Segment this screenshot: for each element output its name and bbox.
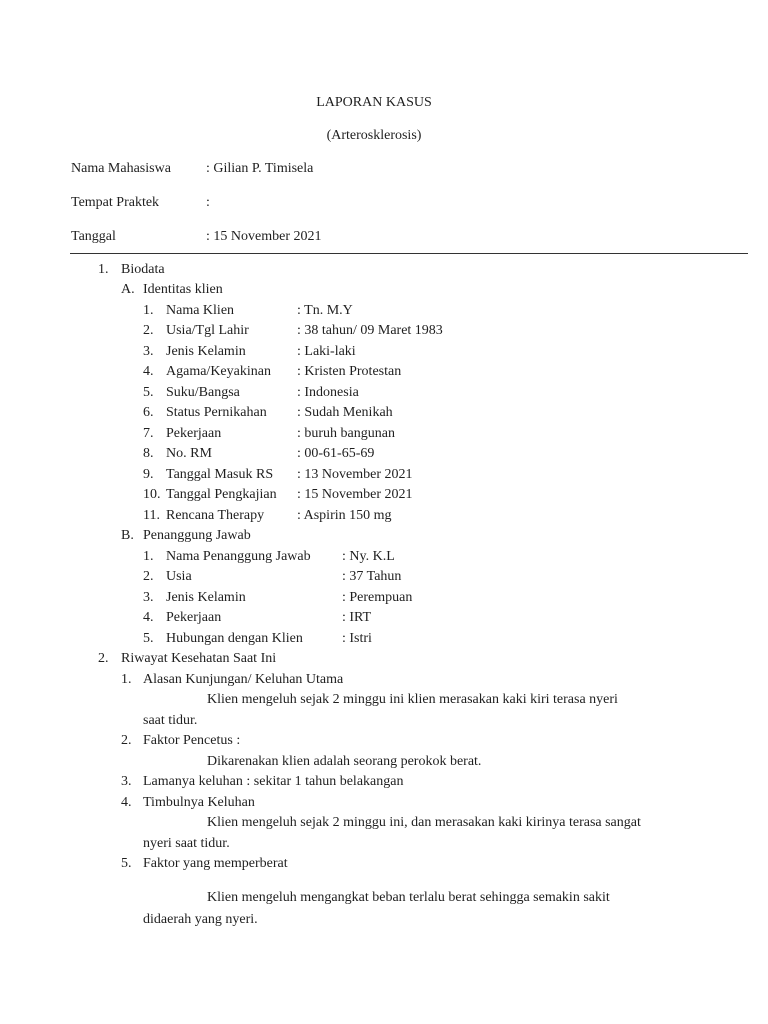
list-item-number: 9. xyxy=(143,467,154,482)
list-item-value: : Laki-laki xyxy=(297,344,356,359)
section1-number: 1. xyxy=(98,262,109,277)
field-label-nama-mahasiswa: Nama Mahasiswa xyxy=(71,161,171,176)
list-item-number: 6. xyxy=(143,405,154,420)
subsection-a-title: Identitas klien xyxy=(143,282,223,297)
list-item-number: 11. xyxy=(143,508,160,523)
paragraph-line: nyeri saat tidur. xyxy=(143,836,230,851)
list-item-number: 4. xyxy=(143,610,154,625)
paragraph-line: saat tidur. xyxy=(143,713,198,728)
field-value-nama-mahasiswa: : Gilian P. Timisela xyxy=(206,161,314,176)
list-item-label: Pekerjaan xyxy=(166,610,222,625)
paragraph-line: didaerah yang nyeri. xyxy=(143,912,258,927)
list-item-number: 5. xyxy=(143,631,154,646)
header-divider xyxy=(70,253,748,254)
section2-title: Riwayat Kesehatan Saat Ini xyxy=(121,651,277,666)
list-item-label: Tanggal Masuk RS xyxy=(166,467,274,482)
list-item-number: 1. xyxy=(143,303,154,318)
list-item-value: : Perempuan xyxy=(342,590,413,605)
section2-number: 2. xyxy=(98,651,109,666)
paragraph-line: Klien mengeluh sejak 2 minggu ini klien merasakan kaki kiri terasa nyeri xyxy=(207,692,618,707)
list-item-label: Usia xyxy=(166,569,192,584)
list-item-number: 3. xyxy=(121,774,132,789)
list-item-value: : 37 Tahun xyxy=(342,569,402,584)
list-item-number: 3. xyxy=(143,590,154,605)
list-item-number: 1. xyxy=(121,672,132,687)
list-item-label: Tanggal Pengkajian xyxy=(166,487,277,502)
list-item-title: Alasan Kunjungan/ Keluhan Utama xyxy=(143,672,344,687)
list-item-number: 2. xyxy=(143,323,154,338)
section1-title: Biodata xyxy=(121,262,165,277)
list-item-label: Usia/Tgl Lahir xyxy=(166,323,249,338)
page-title: LAPORAN KASUS xyxy=(316,95,432,110)
list-item-value: : 38 tahun/ 09 Maret 1983 xyxy=(297,323,443,338)
subsection-a-letter: A. xyxy=(121,282,135,297)
list-item-number: 8. xyxy=(143,446,154,461)
list-item-number: 2. xyxy=(121,733,132,748)
list-item-label: Pekerjaan xyxy=(166,426,222,441)
list-item-value: : Sudah Menikah xyxy=(297,405,393,420)
list-item-value: : IRT xyxy=(342,610,372,625)
list-item-number: 4. xyxy=(143,364,154,379)
field-value-tempat-praktek: : xyxy=(206,195,210,210)
list-item-value: : Aspirin 150 mg xyxy=(297,508,392,523)
list-item-value: : Tn. M.Y xyxy=(297,303,353,318)
list-item-number: 4. xyxy=(121,795,132,810)
list-item-value: : Kristen Protestan xyxy=(297,364,402,379)
list-item-value: : Istri xyxy=(342,631,372,646)
list-item-label: No. RM xyxy=(166,446,212,461)
list-item-number: 5. xyxy=(121,856,132,871)
list-item-label: Nama Klien xyxy=(166,303,235,318)
list-item-label: Jenis Kelamin xyxy=(166,590,246,605)
list-item-number: 2. xyxy=(143,569,154,584)
page-subtitle: (Arterosklerosis) xyxy=(326,128,422,143)
list-item-title: Faktor yang memperberat xyxy=(143,856,288,871)
list-item-value: : buruh bangunan xyxy=(297,426,395,441)
list-item-label: Nama Penanggung Jawab xyxy=(166,549,311,564)
list-item-value: : Indonesia xyxy=(297,385,359,400)
list-item-number: 1. xyxy=(143,549,154,564)
list-item-label: Agama/Keyakinan xyxy=(166,364,271,379)
list-item-label: Status Pernikahan xyxy=(166,405,267,420)
list-item-title: Timbulnya Keluhan xyxy=(143,795,255,810)
list-item-number: 7. xyxy=(143,426,154,441)
list-item-title: Faktor Pencetus : xyxy=(143,733,241,748)
field-label-tanggal: Tanggal xyxy=(71,229,116,244)
paragraph-line: Dikarenakan klien adalah seorang perokok berat. xyxy=(207,754,482,769)
list-item-label: Hubungan dengan Klien xyxy=(166,631,303,646)
list-item-label: Suku/Bangsa xyxy=(166,385,240,400)
field-label-tempat-praktek: Tempat Praktek xyxy=(71,195,160,210)
list-item-title: Lamanya keluhan : sekitar 1 tahun belakangan xyxy=(143,774,404,789)
list-item-value: : 00-61-65-69 xyxy=(297,446,375,461)
list-item-label: Rencana Therapy xyxy=(166,508,265,523)
paragraph-line: Klien mengeluh mengangkat beban terlalu berat sehingga semakin sakit xyxy=(207,890,610,905)
list-item-label: Jenis Kelamin xyxy=(166,344,246,359)
list-item-number: 5. xyxy=(143,385,154,400)
list-item-value: : 13 November 2021 xyxy=(297,467,413,482)
list-item-number: 10. xyxy=(143,487,161,502)
field-value-tanggal: : 15 November 2021 xyxy=(206,229,322,244)
subsection-b-title: Penanggung Jawab xyxy=(143,528,251,543)
subsection-b-letter: B. xyxy=(121,528,134,543)
list-item-value: : 15 November 2021 xyxy=(297,487,413,502)
list-item-number: 3. xyxy=(143,344,154,359)
paragraph-line: Klien mengeluh sejak 2 minggu ini, dan merasakan kaki kirinya terasa sangat xyxy=(207,815,641,830)
list-item-value: : Ny. K.L xyxy=(342,549,395,564)
